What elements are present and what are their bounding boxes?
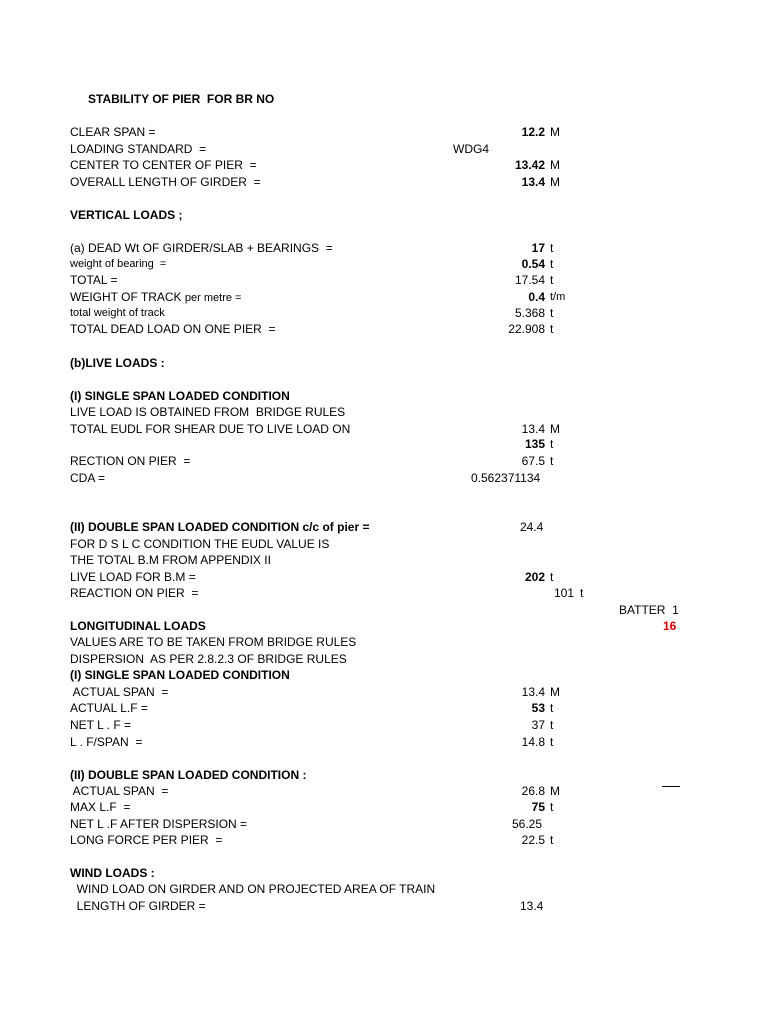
bm-label: LIVE LOAD FOR B.M = [70,570,196,584]
cda-label: CDA = [70,471,106,485]
bm-value: 202 [524,570,545,584]
total-dead-value: 22.908 [508,322,545,336]
page-title: STABILITY OF PIER FOR BR NO [88,92,275,106]
max-lf-value: 75 [531,800,545,814]
batter-value: 16 [663,619,677,633]
longitudinal-single-heading: (I) SINGLE SPAN LOADED CONDITION [70,668,290,682]
dslc-text-1: FOR D S L C CONDITION THE EUDL VALUE IS [70,537,330,551]
dslc-text-2: THE TOTAL B.M FROM APPENDIX II [70,553,271,567]
reaction-label: REACTION ON PIER = [70,586,199,600]
track-value: 0.4 [528,290,545,304]
actual-span2-value: 26.8 [521,784,545,798]
track-label [70,290,241,305]
bearing-unit: t [550,257,554,271]
longitudinal-double-heading: (II) DOUBLE SPAN LOADED CONDITION : [70,768,307,782]
rection-label: RECTION ON PIER = [70,454,191,468]
actual-span-unit: M [550,685,560,699]
total-dead-label: TOTAL DEAD LOAD ON ONE PIER = [70,322,276,336]
actual-lf-unit: t [550,701,554,715]
lf-span-value: 14.8 [521,735,545,749]
live-double-value: 24.4 [520,520,544,534]
divider-dash [662,786,680,787]
loading-standard-label: LOADING STANDARD = [70,142,207,156]
track-unit: t/m [550,291,566,303]
dead-wt-unit: t [550,241,554,255]
total-track-value: 5.368 [514,306,545,320]
clear-span-value: 12.2 [521,125,545,139]
dead-wt-label: (a) DEAD Wt OF GIRDER/SLAB + BEARINGS = [70,241,333,255]
clear-span-label: CLEAR SPAN = [70,125,156,139]
reaction-value: 101 [554,586,575,600]
center-to-center-value: 13.42 [514,158,545,172]
live-double-heading: (II) DOUBLE SPAN LOADED CONDITION c/c of pier = [70,520,370,534]
live-single-heading: (I) SINGLE SPAN LOADED CONDITION [70,389,290,403]
live-obtained-text: LIVE LOAD IS OBTAINED FROM BRIDGE RULES [70,405,346,419]
eudl-span-unit: M [550,422,560,436]
actual-span-label: ACTUAL SPAN = [70,685,169,699]
center-to-center-unit: M [550,158,560,172]
lf-span-unit: t [550,735,554,749]
rection-unit: t [550,454,554,468]
actual-lf-value: 53 [531,701,545,715]
actual-span2-label: ACTUAL SPAN = [70,784,169,798]
girder-length-value: 13.4 [520,899,544,913]
total-dead-unit: t [550,322,554,336]
overall-length-unit: M [550,175,560,189]
actual-span2-unit: M [550,784,560,798]
lf-span-label: L . F/SPAN = [70,735,143,749]
wind-text: WIND LOAD ON GIRDER AND ON PROJECTED AREA OF TRAIN [70,882,436,896]
bm-unit: t [550,570,554,584]
center-to-center-label: CENTER TO CENTER OF PIER = [70,158,257,172]
net-lf-value: 37 [531,718,545,732]
long-force-unit: t [550,833,554,847]
track-label-main: WEIGHT OF TRACK [70,290,185,304]
net-lf-label: NET L . F = [70,718,132,732]
loading-standard-value: WDG4 [453,142,489,156]
total-track-label: total weight of track [70,307,165,319]
actual-lf-label: ACTUAL L.F = [70,701,148,715]
cda-value: 0.562371134 [471,471,541,485]
bearing-value: 0.54 [521,257,545,271]
reaction-unit: t [580,586,584,600]
longitudinal-values-text: VALUES ARE TO BE TAKEN FROM BRIDGE RULES [70,635,357,649]
bearing-label: weight of bearing = [70,258,167,270]
max-lf-label: MAX L.F = [70,800,131,814]
track-label-per-metre: per metre = [184,292,242,304]
net-lf-unit: t [550,718,554,732]
net-after-value: 56.25 [512,817,543,831]
wind-heading: WIND LOADS : [70,866,155,880]
total-unit: t [550,273,554,287]
eudl-label: TOTAL EUDL FOR SHEAR DUE TO LIVE LOAD ON [70,422,351,436]
overall-length-value: 13.4 [521,175,545,189]
max-lf-unit: t [550,800,554,814]
overall-length-label: OVERALL LENGTH OF GIRDER = [70,175,261,189]
total-value: 17.54 [514,273,545,287]
longitudinal-heading: LONGITUDINAL LOADS [70,619,206,633]
vertical-loads-heading: VERTICAL LOADS ; [70,208,183,222]
batter-label: BATTER 1 [619,603,679,617]
clear-span-unit: M [550,125,560,139]
long-force-value: 22.5 [521,833,545,847]
actual-span-value: 13.4 [521,685,545,699]
long-force-label: LONG FORCE PER PIER = [70,833,223,847]
eudl-span-value: 13.4 [521,422,545,436]
total-track-unit: t [550,306,554,320]
rection-value: 67.5 [521,454,545,468]
total-label: TOTAL = [70,273,118,287]
longitudinal-dispersion-text: DISPERSION AS PER 2.8.2.3 OF BRIDGE RULES [70,652,347,666]
net-after-label: NET L .F AFTER DISPERSION = [70,817,248,831]
girder-length-label: LENGTH OF GIRDER = [70,899,206,913]
live-loads-heading: (b)LIVE LOADS : [70,356,165,370]
eudl-unit: t [550,437,554,451]
dead-wt-value: 17 [531,241,545,255]
eudl-value: 135 [524,437,545,451]
